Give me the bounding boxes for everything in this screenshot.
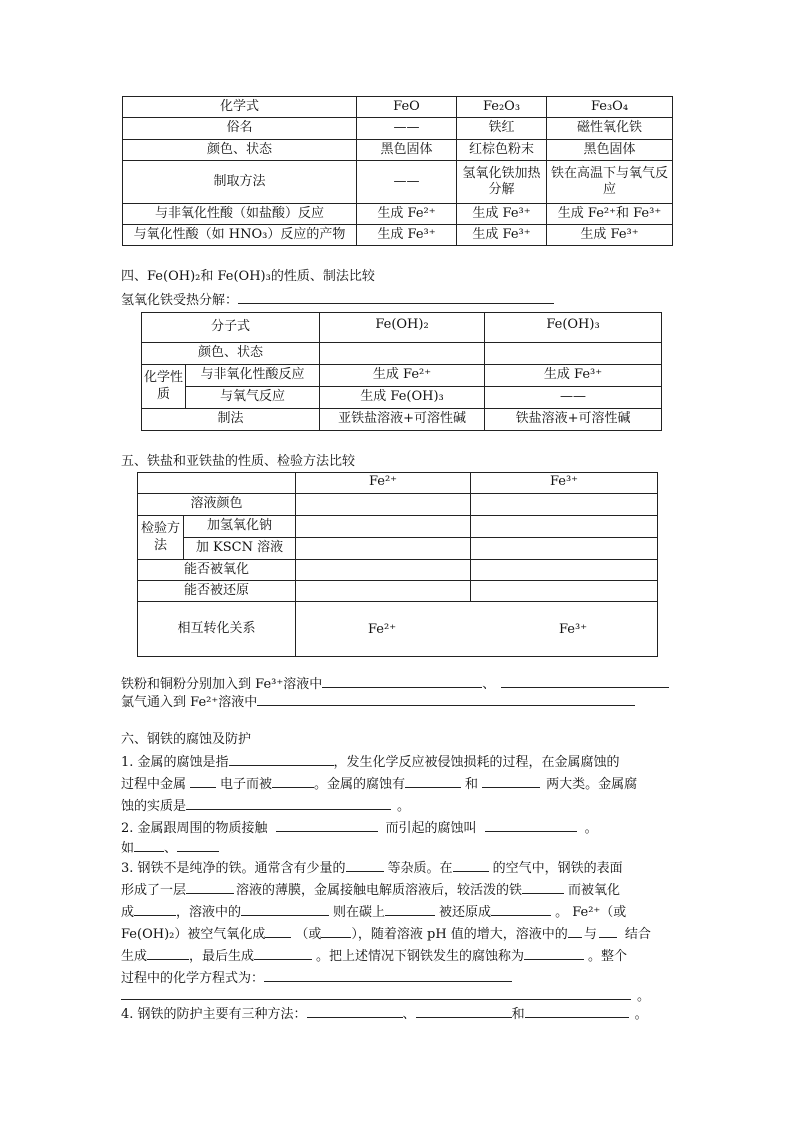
naoh-1[interactable]	[296, 516, 471, 538]
section6-title: 六、钢铁的腐蚀及防护	[121, 732, 252, 747]
oxid-label: 能否被氧化	[138, 560, 296, 581]
s5-blank-2[interactable]	[501, 674, 669, 688]
o2-label: 与氧气反应	[186, 387, 320, 409]
decomp-label: 氢氧化铁受热分解：	[121, 293, 239, 308]
oxide-cell: 生成 Fe³⁺	[457, 225, 547, 246]
naoh-2[interactable]	[471, 516, 658, 538]
kscn-1[interactable]	[296, 538, 471, 560]
salt-h0	[138, 473, 296, 494]
s5-blank-3[interactable]	[257, 692, 635, 706]
s6-q3-3	[121, 902, 626, 922]
oxide-cell: 黑色固体	[357, 140, 457, 161]
red-label: 能否被还原	[138, 581, 296, 602]
s6-q3-1b: 等杂质。在	[387, 861, 453, 876]
oxide-row	[123, 140, 673, 161]
conv-cell[interactable]	[296, 602, 658, 657]
hydroxide-color-1[interactable]	[320, 343, 485, 365]
s6-q2-a: 2. 金属跟周围的物质接触	[121, 821, 268, 836]
decomp-blank[interactable]	[238, 290, 554, 304]
hydroxide-h1: Fe(OH)₂	[320, 313, 485, 343]
s5-line1-text: 铁粉和铜粉分别加入到 Fe³⁺溶液中	[121, 677, 323, 692]
s6-q3-1c: 的空气中，钢铁的表面	[492, 861, 623, 876]
oxide-cell: 磁性氧化铁	[547, 118, 673, 140]
s6-q4	[121, 1004, 648, 1024]
oxide-cell: 氢氧化铁加热分解	[457, 161, 547, 204]
s6-blank-17[interactable]	[385, 902, 435, 916]
s6-blank-27[interactable]	[121, 986, 631, 1000]
s6-p3-a: 蚀的实质是	[121, 799, 187, 814]
s6-blank-22[interactable]	[599, 924, 617, 938]
s6-q3-2	[121, 880, 620, 900]
s6-blank-24[interactable]	[254, 946, 312, 960]
s5-sep: 、	[482, 677, 496, 692]
salt-color-2[interactable]	[471, 494, 658, 516]
salt-h1: Fe²⁺	[296, 473, 471, 494]
s6-p2-d: 和	[465, 777, 479, 792]
oxide-row-label: 化学式	[123, 97, 357, 118]
s6-blank-6[interactable]	[186, 796, 391, 810]
s6-q3-5b: ，最后生成	[189, 949, 255, 964]
oxide-row-label: 制取方法	[123, 161, 357, 204]
s6-blank-28[interactable]	[307, 1004, 403, 1018]
s6-blank-21[interactable]	[568, 924, 582, 938]
oxide-cell: FeO	[357, 97, 457, 118]
prep-label: 制法	[142, 409, 320, 431]
s6-q3-5	[121, 946, 627, 966]
kscn-label: 加 KSCN 溶液	[184, 538, 296, 560]
oxid-1[interactable]	[296, 560, 471, 581]
s6-q3-3b: ，溶液中的	[176, 905, 242, 920]
s6-blank-19[interactable]	[265, 924, 291, 938]
s6-q4-a: 4. 钢铁的防护主要有三种方法：	[121, 1007, 307, 1022]
s6-blank-8[interactable]	[485, 818, 577, 832]
s6-p2-c: 。金属的腐蚀有	[314, 777, 406, 792]
s6-q2b	[121, 838, 219, 858]
s6-p2-a: 过程中金属	[121, 777, 187, 792]
conv-fe2: Fe²⁺	[368, 622, 397, 637]
s6-q4-b: 、	[402, 1007, 416, 1022]
s6-blank-1[interactable]	[229, 752, 334, 766]
s6-blank-30[interactable]	[525, 1004, 629, 1018]
s6-q3-5d: 。整个	[588, 949, 628, 964]
hydroxide-color-2[interactable]	[485, 343, 662, 365]
prep-2: 铁盐溶液+可溶性碱	[485, 409, 662, 431]
s6-q2	[121, 818, 598, 838]
s6-p1	[121, 752, 620, 772]
s6-q2-c: 。	[584, 821, 598, 836]
red-1[interactable]	[296, 581, 471, 602]
oxide-cell: 生成 Fe³⁺	[547, 225, 673, 246]
s6-q4-c: 和	[511, 1007, 525, 1022]
oxide-cell: Fe₃O₄	[547, 97, 673, 118]
oxide-cell: 铁红	[457, 118, 547, 140]
s6-blank-12[interactable]	[453, 858, 489, 872]
s6-q3-7-end: 。	[637, 989, 651, 1004]
conv-label: 相互转化关系	[138, 602, 296, 657]
oxide-cell: 生成 Fe²⁺	[357, 204, 457, 225]
section5-title: 五、铁盐和亚铁盐的性质、检验方法比较	[121, 454, 356, 469]
s6-blank-23[interactable]	[147, 946, 189, 960]
chem-group-label: 化学性质	[142, 365, 186, 409]
s6-blank-25[interactable]	[524, 946, 584, 960]
s6-p2-b: 电子而被	[220, 777, 273, 792]
oxide-row	[123, 118, 673, 140]
oxide-cell: 红棕色粉末	[457, 140, 547, 161]
s6-blank-4[interactable]	[405, 774, 461, 788]
naoh-label: 加氢氧化钠	[184, 516, 296, 538]
s6-q3-3e: 。 Fe²⁺（或	[555, 905, 627, 920]
s6-q3-6a: 过程中的化学方程式为：	[121, 971, 265, 986]
oxide-cell: 黑色固体	[547, 140, 673, 161]
s6-q2-b: 而引起的腐蚀叫	[385, 821, 477, 836]
oxide-row	[123, 97, 673, 118]
s6-blank-2[interactable]	[190, 774, 216, 788]
acid-label: 与非氧化性酸反应	[186, 365, 320, 387]
oxide-row	[123, 161, 673, 204]
hydroxide-h0: 分子式	[142, 313, 320, 343]
s6-q3-3d: 被还原成	[439, 905, 492, 920]
o2-1: 生成 Fe(OH)₃	[320, 387, 485, 409]
oxide-row-label: 俗名	[123, 118, 357, 140]
oxide-cell: 生成 Fe³⁺	[457, 204, 547, 225]
s6-q2-e: 、	[164, 841, 178, 856]
s6-blank-15[interactable]	[134, 902, 176, 916]
oxid-2[interactable]	[471, 560, 658, 581]
s6-q4-d: 。	[634, 1007, 648, 1022]
o2-2: ——	[485, 387, 662, 409]
s6-p1-b: ，发生化学反应被侵蚀损耗的过程，在金属腐蚀的	[333, 755, 620, 770]
s6-q3-1a: 3. 钢铁不是纯净的铁。通常含有少量的	[121, 861, 346, 876]
s5-blank-1[interactable]	[322, 674, 482, 688]
decomp-line	[121, 290, 554, 310]
oxide-cell: ——	[357, 118, 457, 140]
s5-line1	[121, 674, 669, 694]
s6-q3-3a: 成	[121, 905, 135, 920]
s6-blank-29[interactable]	[416, 1004, 512, 1018]
s6-p1-a: 1. 金属的腐蚀是指	[121, 755, 229, 770]
salt-color-label: 溶液颜色	[138, 494, 296, 516]
s6-q3-4e: 结合	[624, 927, 651, 942]
oxide-cell: Fe₂O₃	[457, 97, 547, 118]
s6-blank-3[interactable]	[272, 774, 314, 788]
hydroxide-color-label: 颜色、状态	[142, 343, 320, 365]
s6-blank-7[interactable]	[276, 818, 378, 832]
oxide-cell: 生成 Fe²⁺和 Fe³⁺	[547, 204, 673, 225]
red-2[interactable]	[471, 581, 658, 602]
s5-line2-text: 氯气通入到 Fe²⁺溶液中	[121, 695, 258, 710]
s6-blank-5[interactable]	[482, 774, 540, 788]
acid-2: 生成 Fe³⁺	[485, 365, 662, 387]
s6-q3-3c: 则在碳上	[333, 905, 386, 920]
s6-blank-20[interactable]	[321, 924, 351, 938]
s6-q3-7	[121, 986, 650, 1006]
acid-1: 生成 Fe²⁺	[320, 365, 485, 387]
s5-line2	[121, 692, 635, 712]
s6-q3-2b: 溶液的薄膜，金属接触电解质溶液后，较活泼的铁	[236, 883, 523, 898]
test-group-label: 检验方法	[138, 516, 184, 560]
hydroxide-h2: Fe(OH)₃	[485, 313, 662, 343]
s6-blank-16[interactable]	[241, 902, 329, 916]
section4-title: 四、Fe(OH)₂和 Fe(OH)₃的性质、制法比较	[121, 269, 375, 284]
s6-blank-13[interactable]	[186, 880, 234, 894]
prep-1: 亚铁盐溶液+可溶性碱	[320, 409, 485, 431]
s6-q3-4	[121, 924, 651, 944]
s6-p2-e: 两大类。金属腐	[546, 777, 638, 792]
s6-q3-4c: ），随着溶液 pH 值的增大，溶液中的	[351, 927, 568, 942]
s6-p2	[121, 774, 637, 794]
salt-h2: Fe³⁺	[471, 473, 658, 494]
oxide-cell: 生成 Fe³⁺	[357, 225, 457, 246]
kscn-2[interactable]	[471, 538, 658, 560]
s6-blank-18[interactable]	[491, 902, 551, 916]
s6-q3-4b: （或	[295, 927, 322, 942]
oxide-cell: ——	[357, 161, 457, 204]
s6-q3-4d: 与	[583, 927, 597, 942]
s6-q3-2c: 而被氧化	[568, 883, 621, 898]
oxide-row	[123, 204, 673, 225]
s6-q3-6	[121, 968, 512, 988]
s6-q3-5a: 生成	[121, 949, 148, 964]
salt-table	[137, 472, 658, 657]
oxide-row-label: 颜色、状态	[123, 140, 357, 161]
s6-q3-4a: Fe(OH)₂）被空气氧化成	[121, 927, 266, 942]
salt-color-1[interactable]	[296, 494, 471, 516]
s6-q3-5c: 。把上述情况下钢铁发生的腐蚀称为	[316, 949, 525, 964]
s6-q2-d: 如	[121, 841, 135, 856]
s6-blank-26[interactable]	[264, 968, 512, 982]
hydroxide-table	[141, 312, 662, 431]
s6-p3	[121, 796, 410, 816]
s6-p3-b: 。	[397, 799, 411, 814]
oxide-row	[123, 225, 673, 246]
s6-blank-9[interactable]	[134, 838, 164, 852]
oxide-cell: 铁在高温下与氧气反应	[547, 161, 673, 204]
conv-fe3: Fe³⁺	[559, 622, 588, 637]
s6-blank-10[interactable]	[177, 838, 219, 852]
oxide-row-label: 与氧化性酸（如 HNO₃）反应的产物	[123, 225, 357, 246]
s6-q3-1	[121, 858, 623, 878]
oxide-table	[122, 96, 673, 246]
s6-blank-11[interactable]	[346, 858, 384, 872]
oxide-row-label: 与非氧化性酸（如盐酸）反应	[123, 204, 357, 225]
s6-q3-2a: 形成了一层	[121, 883, 187, 898]
s6-blank-14[interactable]	[522, 880, 564, 894]
